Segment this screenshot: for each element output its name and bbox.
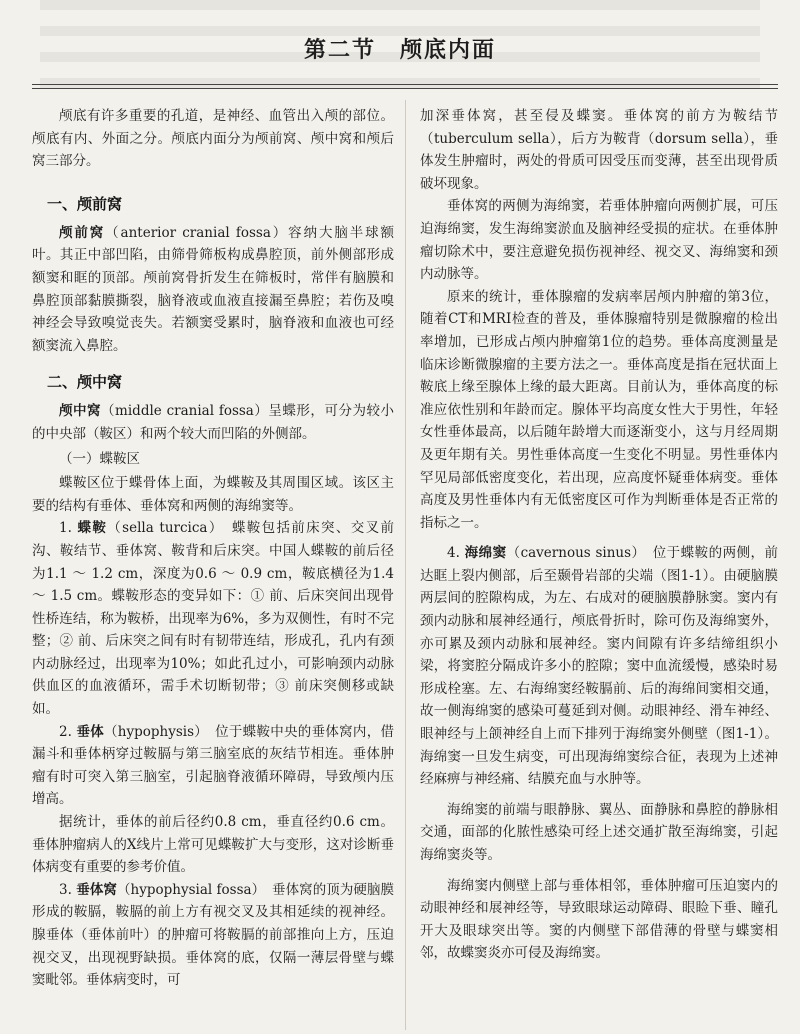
term-hypophysial-fossa: 垂体窝 [76, 881, 117, 898]
paragraph-adenoma-statistics: 原来的统计，垂体腺瘤的发病率居颅内肿瘤的第3位，随着CT和MRI检查的普及，垂体腺瘤特别是微腺瘤的检出率增加，已形成占颅内肿瘤第1位的趋势。垂体高度测量是临床诊断微腺瘤的主要方法之一。垂体高度是指在冠状面上鞍底上缘至腺体上缘的最大距离。目前认为，垂体高度的标准应依性别和年龄而定。腺体平均高度女性大于男性，年轻女性垂体最高，以后随年龄增大而逐渐变小，这与月经周期及更年期有关。男性垂体高度一生变化不明显。男性垂体内罕见局部低密度变化，若出现，应高度怀疑垂体病变。垂体高度及男性垂体内有无低密度区可作为判断垂体是否正常的指标之一。 [420, 288, 778, 531]
term-middle-fossa: 颅中窝 [59, 403, 102, 420]
paragraph-cavernous-communication: 海绵窦的前端与眼静脉、翼丛、面静脉和鼻腔的静脉相交通，面部的化脓性感染可经上述交通扩散至海绵窦，引起海绵窦炎等。 [420, 801, 778, 863]
paragraph-sella-turcica: 1. 蝶鞍（sella turcica） 蝶鞍包括前床突、交叉前沟、鞍结节、垂体窝、鞍背和后床突。中国人蝶鞍的前后径为1.1 ～ 1.2 cm，深度为0.6 ～ 0.9 cm，鞍底横径为1.4 ～ 1.5 cm。蝶鞍形态的变异如下：① 前、后床突间出现骨性桥连结，称为鞍桥，出现率为6%，多为双侧性，有时不完整；② 前、后床突之间有时有韧带连结，形成孔，孔内有颈内动脉经过，出现率为10%；如此孔过小，可影响颈内动脉供血区的血液循环，需手术切断韧带；③ 前床突侧移或缺如。 [32, 520, 395, 718]
paragraph-hypophysial-fossa: 3. 垂体窝（hypophysial fossa） 垂体窝的顶为硬脑膜形成的鞍膈，鞍膈的前上方有视交叉及其相延续的视神经。腺垂体（垂体前叶）的肿瘤可将鞍膈的前部推向上方，压迫视交叉，出现视野缺损。垂体窝的底，仅隔一薄层骨壁与蝶窦毗邻。垂体病变时，可 [32, 881, 395, 989]
paragraph-fossa-continued: 加深垂体窝，甚至侵及蝶窦。垂体窝的前方为鞍结节（tuberculum sella），后方为鞍背（dorsum sella），垂体发生肿瘤时，两处的骨质可因受压而变薄，甚至出现骨质破坏现象。 [420, 108, 778, 192]
column-divider [405, 100, 406, 1030]
subheading-sellar-region: （一）蝶鞍区 [59, 450, 140, 467]
section-title: 第二节 颅底内面 [303, 37, 496, 63]
intro-paragraph: 颅底有许多重要的孔道，是神经、血管出入颅的部位。颅底有内、外面之分。颅底内面分为颅前窝、颅中窝和颅后窝三部分。 [32, 108, 394, 170]
paragraph-cavernous-medial-wall: 海绵窦内侧壁上部与垂体相邻，垂体肿瘤可压迫窦内的动眼神经和展神经等，导致眼球运动障碍、眼睑下垂、瞳孔开大及眼球突出等。窦的内侧壁下部借薄的骨壁与蝶窦相邻，故蝶窦炎亦可侵及海绵窦。 [420, 877, 778, 962]
heading-anterior-fossa: 一、颅前窝 [47, 194, 123, 213]
paragraph-hypophysis-statistics: 据统计，垂体的前后径约0.8 cm，垂直径约0.6 cm。垂体肿瘤病人的X线片上常可见蝶鞍扩大与变形，这对诊断垂体病变有重要的参考价值。 [32, 814, 394, 876]
term-anterior-fossa: 颅前窝 [59, 224, 106, 241]
heading-middle-fossa: 二、颅中窝 [47, 373, 123, 392]
paragraph-cavernous-compression: 垂体窝的两侧为海绵窦，若垂体肿瘤向两侧扩展，可压迫海绵窦，发生海绵窦淤血及脑神经受损的症状。在垂体肿瘤切除术中，要注意避免损伤视神经、视交叉、海绵窦和颈内动脉等。 [420, 198, 778, 283]
title-rule-top [32, 84, 778, 85]
left-column [32, 105, 394, 992]
term-sella-turcica: 蝶鞍 [77, 520, 108, 537]
paragraph-sellar-region: 蝶鞍区位于蝶骨体上面，为蝶鞍及其周围区域。该区主要的结构有垂体、垂体窝和两侧的海绵窦等。 [32, 475, 394, 514]
paragraph-middle-fossa: 颅中窝（middle cranial fossa）呈蝶形，可分为较小的中央部（鞍区）和两个较大而凹陷的外侧部。 [32, 403, 394, 442]
paragraph-hypophysis: 2. 垂体（hypophysis） 位于蝶鞍中央的垂体窝内，借漏斗和垂体柄穿过鞍膈与第三脑室底的灰结节相连。垂体肿瘤有时可突入第三脑室，引起脑脊液循环障碍，导致颅内压增高。 [32, 723, 394, 808]
section-header [0, 18, 800, 78]
term-hypophysis: 垂体 [76, 723, 105, 740]
paragraph-cavernous-sinus: 4. 海绵窦（cavernous sinus） 位于蝶鞍的两侧，前达眶上裂内侧部，后至颞骨岩部的尖端（图1-1）。由硬脑膜两层间的腔隙构成，为左、右成对的硬脑膜静脉窦。窦内有颈内动脉和展神经通行，颅底骨折时，除可伤及海绵窦外，亦可累及颈内动脉和展神经。窦内间隙有许多结缔组织小梁，将窦腔分隔成许多小的腔隙；窦中血流缓慢，感染时易形成栓塞。左、右海绵窦经鞍膈前、后的海绵间窦相交通，故一侧海绵窦的感染可蔓延到对侧。动眼神经、滑车神经、眼神经与上颌神经自上而下排列于海绵窦外侧壁（图1-1）。海绵窦一旦发生病变，可出现海绵窦综合征，表现为上述神经麻痹与神经痛、结膜充血与水肿等。 [420, 545, 779, 788]
right-column [420, 105, 778, 965]
title-rule-bottom [32, 88, 778, 89]
paragraph-anterior-fossa: 颅前窝（anterior cranial fossa）容纳大脑半球额叶。其正中部凹陷，由筛骨筛板构成鼻腔顶，前外侧部形成额窦和眶的顶部。颅前窝骨折发生在筛板时，常伴有脑膜和鼻腔顶部黏膜撕裂，脑脊液或血液直接漏至鼻腔；若伤及嗅神经会导致嗅觉丧失。若额窦受累时，脑脊液和血液也可经额窦流入鼻腔。 [32, 224, 395, 354]
term-cavernous-sinus: 海绵窦 [464, 545, 507, 562]
